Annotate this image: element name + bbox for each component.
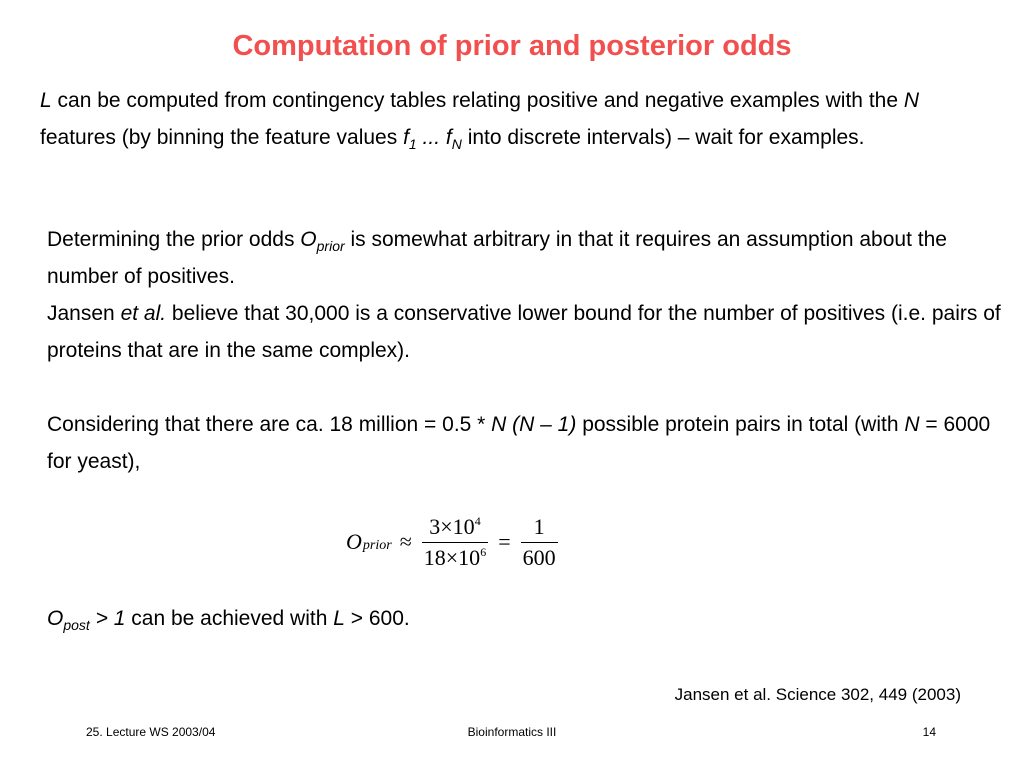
var-L-post: L (333, 607, 345, 630)
intro-text-2: features (by binning the feature values (40, 126, 404, 149)
prior-text-3: Jansen (47, 302, 121, 325)
et-al: et al. (120, 302, 167, 325)
sub-prior: prior (316, 238, 345, 254)
var-O-post: O (47, 607, 64, 630)
intro-text-3: into discrete intervals) – wait for examples. (461, 126, 865, 149)
intro-paragraph (40, 82, 1000, 156)
post-text-1: can be achieved with (125, 607, 334, 630)
prior-paragraph (47, 221, 1007, 480)
prior-text-4: believe that 30,000 is a conservative lower bound for the number of positives (i.e. pairs of proteins that are in the same complex). (47, 302, 1001, 362)
post-paragraph (47, 600, 1007, 637)
ellipsis: ... (416, 126, 446, 149)
sub-1: 1 (408, 136, 417, 152)
intro-text-1: can be computed from contingency tables relating positive and negative examples with the (51, 89, 904, 112)
prior-text-1: Determining the prior odds (47, 228, 301, 251)
den1-exp: 6 (480, 544, 487, 559)
var-f1: f (403, 126, 409, 149)
fraction-1-denominator (422, 543, 488, 573)
fraction-1-numerator (427, 512, 482, 542)
var-O: O (300, 228, 317, 251)
var-N2: N (904, 413, 920, 436)
sub-post: post (63, 617, 90, 633)
fraction-2 (521, 512, 558, 573)
var-N-expr: N (N – 1) (491, 413, 577, 436)
slide-title: Computation of prior and posterior odds (232, 30, 792, 62)
prior-text-2: is somewhat arbitrary in that it requires an assumption about the number of positives. (47, 228, 947, 288)
prior-text-7: = 6000 for yeast), (47, 413, 991, 473)
sub-N: N (451, 136, 462, 152)
citation: Jansen et al. Science 302, 449 (2003) (674, 685, 961, 704)
prior-text-6: possible protein pairs in total (with (576, 413, 905, 436)
equals-sign: = (498, 529, 511, 554)
fraction-2-numerator: 1 (533, 513, 545, 539)
fraction-2-denominator: 600 (522, 544, 556, 570)
num1-exp: 4 (474, 513, 481, 528)
var-N: N (903, 89, 920, 112)
fraction-1 (422, 512, 488, 573)
approx-sign: ≈ (399, 529, 412, 554)
footer-course: Bioinformatics III (467, 725, 557, 739)
gt-one: > 1 (89, 607, 126, 630)
prior-odds-formula (346, 507, 560, 577)
formula-O: O (346, 529, 362, 554)
footer-page-number: 14 (922, 725, 936, 739)
formula-lhs: O prior (346, 529, 392, 554)
post-text-2: > 600. (344, 607, 410, 630)
den1-base: 18×10 (423, 544, 481, 570)
num1-base: 3×10 (429, 513, 475, 539)
var-L: L (40, 89, 52, 112)
var-fN: f (445, 126, 452, 149)
prior-text-5: Considering that there are ca. 18 million = 0.5 * (47, 413, 492, 436)
footer-lecture: 25. Lecture WS 2003/04 (86, 725, 216, 739)
